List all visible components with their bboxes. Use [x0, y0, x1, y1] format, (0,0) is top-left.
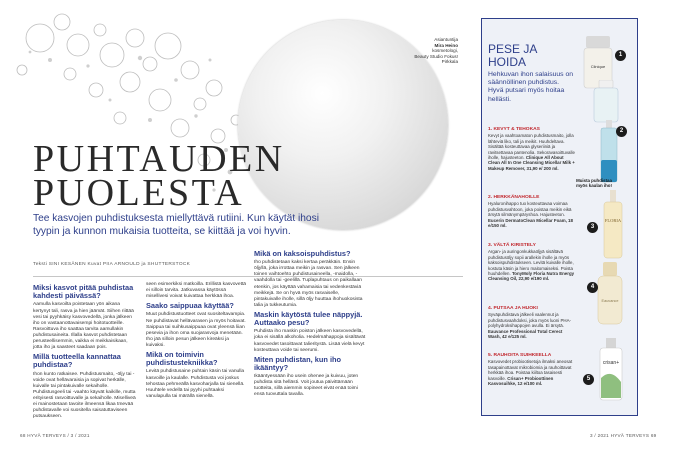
number-badge-3: 3: [587, 222, 598, 233]
product-bottle-eauvance: [590, 262, 630, 326]
title-line-1: PUHTAUDEN: [33, 138, 285, 180]
section-heading: Miksi kasvot pitää puhdistaa kahdesti päivässä?: [33, 283, 134, 301]
lead-paragraph: Tee kasvojen puhdistuksesta miellyttävä rutiini. Kun käytät ihosi tyypin ja kunnon mukaisia tuotteita, se kiittää ja voi hyvin.: [33, 213, 319, 237]
section-heading: Miten puhdistan, kun iho ikääntyy?: [254, 354, 342, 372]
product-text: Syväpuhdistava jälkeeli vaalennut ja puhdistusvaahdoksi, joka myös luoni PHA-polyhydroksihappojen avulla. Ei ärsytä.: [488, 312, 571, 329]
section-heading: Mikä on kaksoispuhdistus?: [254, 249, 351, 258]
section-text: Aamulla kasvoilta poistetaan yön aikana kertynyt tali, rasva ja hien jäämät. Siihen riittää vesi tai pyyhkäisy kasvovedellä, jonka jälkeen iho on vastaanottavaisempi hoitotuotteille. Rasvoittuva iho saattaa tarvita aamullakin puhdistusaineita. Illalla kasvot puhdistetaan perusteellisemmin, vaikka ei meikkaisikaan, jotta iho ja saasteet saadaan pois.: [33, 302, 134, 351]
number-badge-2: 2: [616, 126, 627, 137]
product-bottle-crisan: [592, 338, 630, 402]
section-heading: Millä tuotteella kannattaa puhdistaa?: [33, 352, 121, 370]
section-text: Levitä puhdistusaine puhtain käsin tai vanulla kasvoille ja kaulalle. Puhdistusta voi joskus tehostaa pehmeällä kasvoharjalla tai sienellä. Huuhtele vedellä tai pyyhi puhtaaksi vanulapulla tai märällä sienellä.: [146, 369, 245, 399]
number-badge-1: 1: [615, 50, 626, 61]
folio-right: 3 / 2021 HYVÄ TERVEYS 69: [590, 433, 657, 438]
section-heading: Mikä on toimivin puhdistustekniikka?: [146, 350, 218, 368]
article-title: [33, 138, 293, 214]
product-name: Clinique All About Clean All In One Cleansing Micellar Milk + Makeup Remover, 31,90 e/ 200 ml.: [488, 155, 575, 171]
section-text: seen esimerkiksi matkoilla. Erillistä kasvovettä ei silloin tarvita. Jatkuvassa käytössä misellivesi voivat kuivattaa herkkää ihoa.: [146, 282, 247, 300]
section-heading: Maskin käytöstä tulee näppyjä. Auttaako pesu?: [254, 309, 363, 328]
section-text: Muut puhdistustuotteet ovat suositeltavampia. Ne puhdistavat hellävarasen ja myös hoitavat. Saippua tai suihkusaippuaa ovat yleensä liian pesevia ja ihon oma suojarasvoja menetään. Iho jää silloin pesun jälkeen kireäksi ja kuivaksi.: [146, 312, 246, 348]
folio-left: 68 HYVÄ TERVEYS / 3 / 2021: [20, 433, 90, 438]
column-2: [146, 282, 249, 402]
product-heading: 5. RAUHOITA SUIHKEELLA: [488, 353, 552, 358]
caption-role: kosmetologi,: [432, 48, 458, 54]
divider: [33, 276, 463, 277]
product-item: [488, 195, 576, 228]
product-bottle-2: [590, 80, 622, 124]
product-heading: 4. PUTSAA JA HUOKI: [488, 306, 538, 311]
caption-label: Asiantuntija: [434, 37, 458, 42]
sidebar-intro: Hehkuvan ihon salaisuus on säännöllinen puhdistus. Hyvä putsari myös hoitaa hellästi.: [488, 71, 574, 103]
caption-city: Pirkkala: [441, 59, 458, 65]
number-badge-5: 5: [583, 374, 594, 385]
product-text: Kevyt ja vaahtoamaton puhdistusmaito, jolla lähteviä liko, tali ja meikit. Huuhdeltava. Sisältää kosteuttavaa glyseriiniä ja ravitsettavaa pantenolia. Sekoravasoittuvalle iholle, hajusteeton.: [488, 133, 575, 161]
product-heading: 1. KEVYT & TEHOKAS: [488, 127, 540, 132]
product-text: Argan- ja auringonkukkaöljyä sisältävä puhdistusöljy sopii arallekin iholle ja myös kaksoispuhdistukseen. Levitä kuivalle iholle, kostuta käsin ja hiero maitomaiseksi. Poista huuhdellen.: [488, 249, 574, 277]
product-item: [488, 306, 576, 339]
section-heading: Saako saippuaa käyttää?: [146, 301, 234, 311]
expert-caption: [394, 37, 458, 65]
product-heading: 2. HERKKÄNAHOILLE: [488, 195, 540, 200]
title-line-2: PUOLESTA: [33, 172, 245, 214]
product-text: Hyaluronihappo tuo kosteuttavaa voimaa puhdistusvahtoon, joka poistaa meikin eikä ärsytä silmänympäryshoa. Hajusteeton.: [488, 201, 572, 218]
product-name: Crisan+ Probioottinen Kasvosuihke, 12 e/100 ml.: [488, 375, 554, 387]
product-item: [488, 243, 576, 282]
sidebar-note: Muista puhdistaa myös kaulan iho!: [576, 178, 612, 189]
eauvance-label: Eauvance: [601, 299, 619, 303]
floria-label: FLORIA: [604, 218, 622, 223]
product-name: Eucerin DermatoClean Micellar Foam, 18 e/150 ml.: [488, 217, 573, 229]
product-heading: 3. VÄLTÄ KIRISTELY: [488, 243, 536, 248]
product-text: Kasvovedet probiootisetoja ilmaksi aneosat tasapainottavat mikrobiomia ja rauhoittavat herkkää ihoa. Poistaa kiiltoa tasaisesti kasvoille.: [488, 359, 573, 381]
number-badge-4: 4: [587, 282, 598, 293]
section-text: Ikääntyessään iho usein ohenee ja kuivuu, joten puhdista sitä hellästi. Voit joutua päivittämään tuotteita, sillä aiemmin sopineet eivät enää toimi ensä tuovuttala tavalla.: [254, 374, 359, 398]
credit-line: Teksti SINI KESÄNEN Kuvat PIIA ARNOULD ja SHUTTERSTOCK: [33, 262, 191, 267]
section-text: Ihon kunto ratkaisee. Puhdistusmaito, -öljy tai -voide ovat hellävaraisia ja sopivat herkälle, kuivalle tai pintakuivalle sekaiholle. Puhdistusgeeli tai -vaahto käyvät kaikille, mutta erityisesti rasvoittuvalle ja sekaiholle. Miselliveä ei mainostetaan tavoite ilmeensä likaa tmevää puhdistavalle voi suositella saisatuttaviseen putsaukseen.: [33, 371, 136, 420]
clinique-label: Clinique: [590, 64, 606, 69]
product-item: [488, 127, 576, 171]
product-name: TonyMoly Floria Nutra Energy Cleansing Oil, 22,90 e/190 ml.: [488, 271, 575, 282]
product-bottle-floria: [598, 190, 628, 260]
product-name: Eauvance Professional Total Cerect Wash, 42 e/125 ml.: [488, 328, 563, 340]
column-1: [33, 282, 136, 422]
column-3: [254, 248, 367, 401]
section-text: Iho puhdistetaan kaksi kertaa peräkkäin. Ensin öljyllä, joka irrottaa meikin ja rasvan. Sen jälkeen toinen vaihtoehto puhdistusaineella, -maidolla, -vaahdolla tai -geelillä. Tuplapuhtaus on paikallaan etenkin, jos käyttää vahamaisia tai vedenkestäviä meikkejä. Se on hyvä myös rasvaiselle, pintakuivalle iholle, sillä öljy huuttaa ihohuokosista talia ja tukkeutumia.: [254, 260, 363, 308]
product-item: [488, 353, 576, 386]
caption-company: Beauty Studio Fokus!: [414, 53, 458, 59]
sidebar-title: PESE JA HOIDA: [488, 42, 537, 69]
section-text: Puhdista iho maskin poiston jälkeen kasvovedellä, joka ei sisällä alkoholia. Hedelmähappoja sisältävät kasvovedet tasoittavat talieritystä. Lisää vielä kevyt kosteuttava voide tai seerumi.: [254, 329, 366, 353]
caption-name: Mira Heino: [434, 42, 458, 48]
crisan-label: crisan+: [602, 360, 620, 366]
